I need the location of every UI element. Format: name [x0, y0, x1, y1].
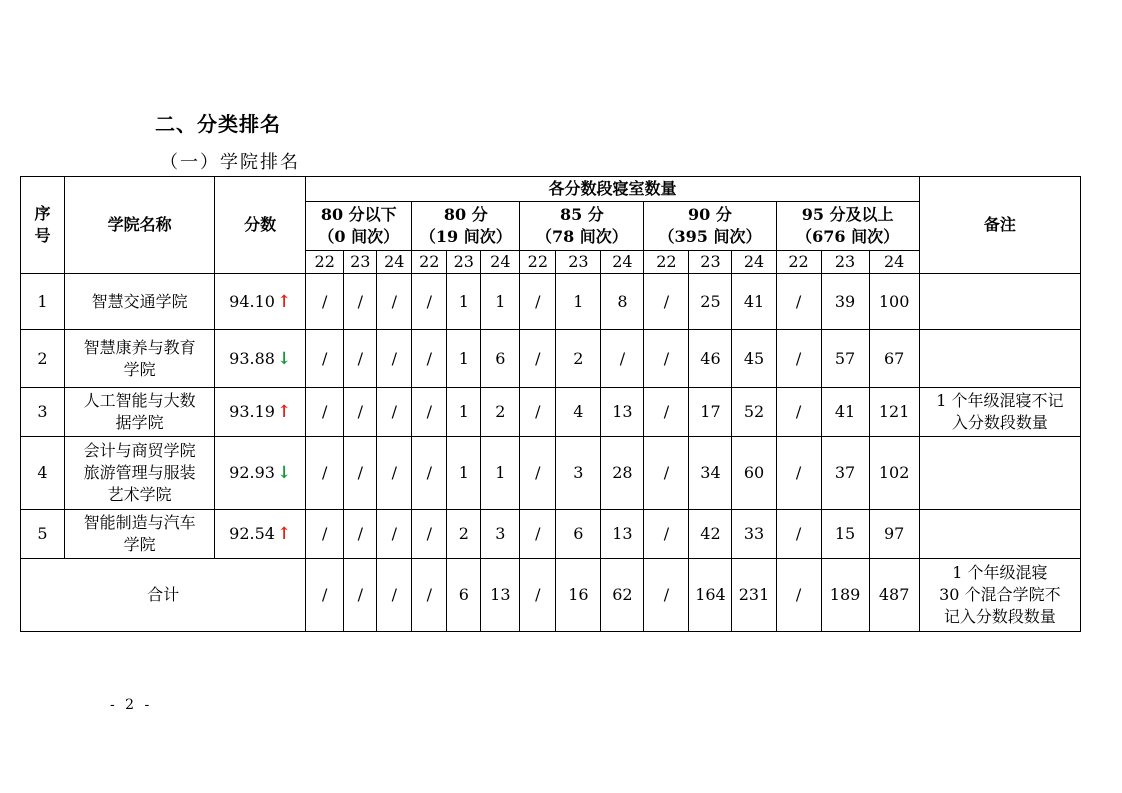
total-count-cell: /	[306, 559, 344, 632]
count-cell: /	[412, 388, 447, 437]
count-cell: 1	[447, 274, 481, 330]
header-index-line: 号	[34, 226, 51, 245]
band-label: 85 分	[559, 205, 604, 224]
count-cell: 121	[869, 388, 919, 437]
total-count-cell: 13	[481, 559, 520, 632]
subsection-heading: （一）学院排名	[160, 152, 300, 173]
year-cell: 22	[520, 251, 556, 274]
college-name	[65, 388, 215, 437]
score-cell	[215, 388, 306, 437]
college-name-line: 学院	[123, 535, 156, 554]
count-cell: /	[306, 274, 344, 330]
band-label: 80 分以下	[320, 205, 397, 224]
trend-down-icon: ↓	[276, 463, 292, 483]
count-cell: /	[412, 330, 447, 388]
year-cell: 23	[821, 251, 869, 274]
count-cell: /	[520, 330, 556, 388]
year-cell: 22	[412, 251, 447, 274]
note-line: 记入分数段数量	[943, 607, 1056, 626]
row-index: 4	[21, 437, 65, 510]
count-cell: /	[377, 274, 412, 330]
row-index: 1	[21, 274, 65, 330]
score-value: 94.10	[229, 291, 275, 311]
header-note: 备注	[919, 177, 1080, 274]
college-name-line: 智慧交通学院	[91, 291, 188, 311]
year-cell: 24	[732, 251, 776, 274]
trend-down-icon: ↓	[276, 348, 292, 369]
count-cell: /	[644, 330, 689, 388]
score-value: 93.88	[229, 348, 275, 368]
count-cell: 17	[689, 388, 732, 437]
table-row	[21, 274, 1081, 330]
count-cell: /	[344, 510, 377, 559]
year-cell: 24	[869, 251, 919, 274]
count-cell: /	[412, 274, 447, 330]
count-cell: /	[644, 274, 689, 330]
count-cell: 4	[556, 388, 601, 437]
count-cell: 41	[732, 274, 776, 330]
note-line: 1 个年级混寝	[952, 563, 1048, 582]
college-name	[65, 274, 215, 330]
total-count-cell: /	[776, 559, 821, 632]
score-cell	[215, 510, 306, 559]
note-cell	[919, 510, 1080, 559]
count-cell: 34	[689, 437, 732, 510]
count-cell: /	[377, 330, 412, 388]
count-cell: 6	[481, 330, 520, 388]
band-header	[644, 202, 776, 251]
count-cell: /	[344, 330, 377, 388]
year-cell: 23	[344, 251, 377, 274]
total-note-cell	[919, 559, 1080, 632]
year-cell: 22	[644, 251, 689, 274]
count-cell: 3	[556, 437, 601, 510]
band-label: 80 分	[443, 205, 488, 224]
count-cell: /	[377, 437, 412, 510]
count-cell: 60	[732, 437, 776, 510]
table-row	[21, 330, 1081, 388]
row-index: 3	[21, 388, 65, 437]
count-cell: 28	[601, 437, 644, 510]
total-count-cell: 487	[869, 559, 919, 632]
count-cell: /	[344, 274, 377, 330]
count-cell: 1	[447, 330, 481, 388]
trend-up-icon: ↑	[276, 524, 292, 544]
count-cell: 102	[869, 437, 919, 510]
total-count-cell: 231	[732, 559, 776, 632]
count-cell: /	[776, 388, 821, 437]
trend-up-icon: ↑	[276, 291, 292, 312]
score-value: 92.93	[229, 463, 275, 482]
total-count-cell: /	[412, 559, 447, 632]
count-cell: 100	[869, 274, 919, 330]
total-count-cell: 62	[601, 559, 644, 632]
score-cell	[215, 437, 306, 510]
count-cell: /	[644, 437, 689, 510]
table-row	[21, 437, 1081, 510]
count-cell: /	[412, 437, 447, 510]
count-cell: 37	[821, 437, 869, 510]
college-name	[65, 330, 215, 388]
page-number: - 2 -	[110, 697, 153, 713]
count-cell: /	[520, 437, 556, 510]
count-cell: 57	[821, 330, 869, 388]
count-cell: 6	[556, 510, 601, 559]
count-cell: /	[644, 510, 689, 559]
note-line: 入分数段数量	[951, 413, 1048, 432]
count-cell: 8	[601, 274, 644, 330]
band-header	[520, 202, 644, 251]
count-cell: /	[306, 388, 344, 437]
note-line: 30 个混合学院不	[939, 585, 1061, 604]
table-row	[21, 510, 1081, 559]
count-cell: /	[520, 388, 556, 437]
count-cell: /	[344, 437, 377, 510]
count-cell: 13	[601, 388, 644, 437]
count-cell: 15	[821, 510, 869, 559]
count-cell: 39	[821, 274, 869, 330]
total-count-cell: /	[644, 559, 689, 632]
count-cell: /	[344, 388, 377, 437]
count-cell: /	[601, 330, 644, 388]
header-index	[21, 177, 65, 274]
row-index: 5	[21, 510, 65, 559]
count-cell: /	[644, 388, 689, 437]
header-score: 分数	[215, 177, 306, 274]
count-cell: 46	[689, 330, 732, 388]
count-cell: 97	[869, 510, 919, 559]
count-cell: 2	[556, 330, 601, 388]
trend-up-icon: ↑	[276, 402, 292, 422]
total-count-cell: /	[377, 559, 412, 632]
note-line: 1 个年级混寝不记	[936, 391, 1064, 410]
count-cell: 1	[447, 437, 481, 510]
count-cell: /	[776, 330, 821, 388]
count-cell: /	[520, 510, 556, 559]
band-count: （395 间次）	[658, 227, 762, 246]
count-cell: /	[520, 274, 556, 330]
count-cell: /	[306, 437, 344, 510]
section-heading: 二、分类排名	[155, 112, 281, 136]
count-cell: /	[377, 510, 412, 559]
band-count: （676 间次）	[796, 227, 900, 246]
count-cell: 52	[732, 388, 776, 437]
college-name-line: 会计与商贸学院	[83, 441, 196, 460]
table-body	[21, 274, 1081, 632]
total-count-cell: 189	[821, 559, 869, 632]
total-count-cell: 6	[447, 559, 481, 632]
count-cell: /	[412, 510, 447, 559]
note-cell	[919, 388, 1080, 437]
count-cell: 3	[481, 510, 520, 559]
count-cell: 1	[481, 274, 520, 330]
count-cell: 42	[689, 510, 732, 559]
total-count-cell: /	[344, 559, 377, 632]
header-college-name: 学院名称	[65, 177, 215, 274]
count-cell: 67	[869, 330, 919, 388]
college-ranking-table	[20, 176, 1081, 632]
count-cell: /	[776, 437, 821, 510]
count-cell: 1	[556, 274, 601, 330]
count-cell: 25	[689, 274, 732, 330]
count-cell: 1	[447, 388, 481, 437]
band-header	[412, 202, 520, 251]
row-index: 2	[21, 330, 65, 388]
band-label: 90 分	[688, 205, 732, 224]
count-cell: 33	[732, 510, 776, 559]
header-index-line: 序	[34, 204, 51, 223]
total-count-cell: 164	[689, 559, 732, 632]
year-cell: 24	[481, 251, 520, 274]
total-count-cell: /	[520, 559, 556, 632]
college-name-line: 智慧康养与教育	[83, 337, 196, 357]
count-cell: /	[306, 510, 344, 559]
count-cell: /	[306, 330, 344, 388]
table-row	[21, 388, 1081, 437]
band-label: 95 分及以上	[801, 205, 894, 224]
count-cell: /	[776, 510, 821, 559]
total-label: 合计	[21, 559, 306, 632]
college-name	[65, 437, 215, 510]
band-count: （78 间次）	[535, 227, 628, 246]
count-cell: 13	[601, 510, 644, 559]
score-value: 93.19	[229, 402, 275, 421]
year-cell: 22	[776, 251, 821, 274]
band-header	[776, 202, 919, 251]
college-name	[65, 510, 215, 559]
total-row	[21, 559, 1081, 632]
score-cell	[215, 330, 306, 388]
college-name-line: 旅游管理与服装	[83, 463, 196, 482]
college-name-line: 智能制造与汽车	[83, 513, 196, 532]
count-cell: /	[776, 274, 821, 330]
college-name-line: 学院	[123, 359, 156, 379]
score-cell	[215, 274, 306, 330]
band-count: （19 间次）	[419, 227, 512, 246]
college-name-line: 据学院	[115, 413, 164, 432]
year-cell: 24	[601, 251, 644, 274]
count-cell: 45	[732, 330, 776, 388]
count-cell: 41	[821, 388, 869, 437]
total-count-cell: 16	[556, 559, 601, 632]
college-name-line: 艺术学院	[107, 485, 172, 504]
note-cell	[919, 437, 1080, 510]
year-cell: 22	[306, 251, 344, 274]
year-cell: 23	[556, 251, 601, 274]
score-value: 92.54	[229, 524, 275, 543]
table-header	[21, 177, 1081, 274]
college-name-line: 人工智能与大数	[83, 391, 196, 410]
count-cell: /	[377, 388, 412, 437]
band-count: （0 间次）	[318, 227, 400, 246]
year-cell: 23	[447, 251, 481, 274]
year-cell: 23	[689, 251, 732, 274]
year-cell: 24	[377, 251, 412, 274]
note-cell	[919, 274, 1080, 330]
note-cell	[919, 330, 1080, 388]
count-cell: 2	[481, 388, 520, 437]
count-cell: 1	[481, 437, 520, 510]
header-band-group: 各分数段寝室数量	[306, 177, 920, 202]
count-cell: 2	[447, 510, 481, 559]
band-header	[306, 202, 412, 251]
